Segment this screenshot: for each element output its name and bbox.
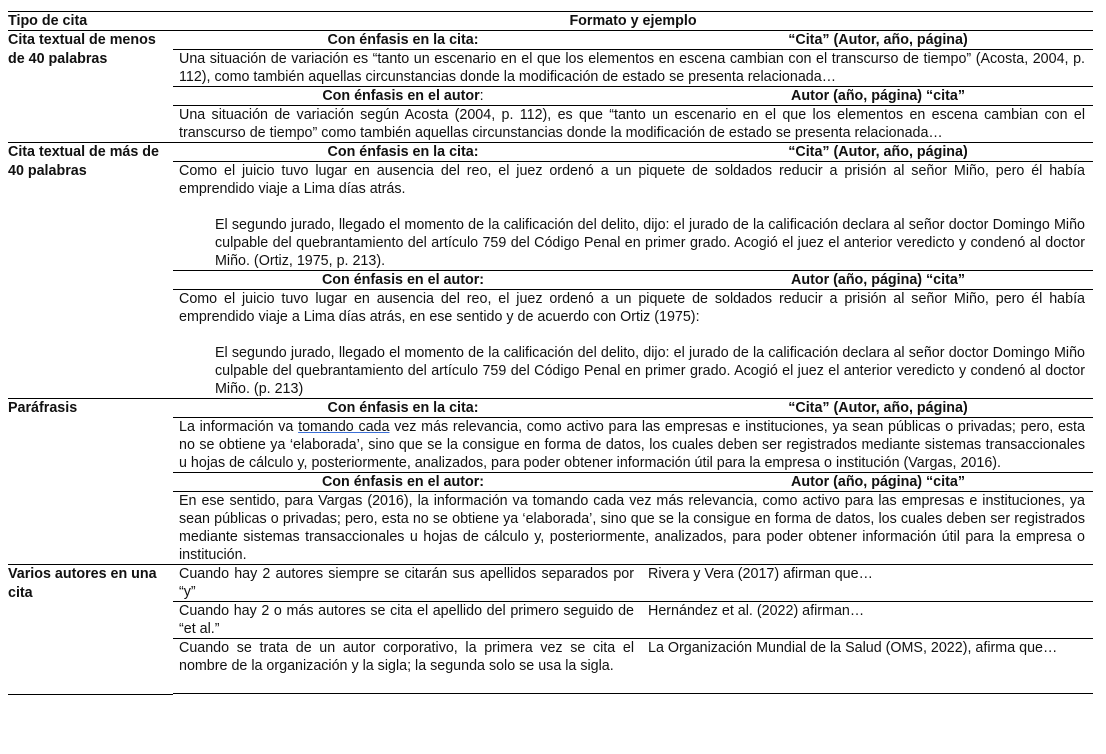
subheading-enfasis-autor	[173, 271, 1093, 290]
author-rule-example: Hernández et al. (2022) afirman…	[648, 603, 865, 619]
example-intro: Como el juicio tuvo lugar en ausencia del reo, el juez ordenó a un piquete de soldados reducir a prisión al señor Miño, pero él había emprendido viaje a Lima días atrás.	[179, 163, 1085, 197]
format-label: “Cita” (Autor, año, página)	[788, 400, 968, 416]
row-type-label: Cita textual de más de 40 palabras	[8, 143, 173, 399]
example-intro: Como el juicio tuvo lugar en ausencia del reo, el juez ordenó a un piquete de soldados reducir a prisión al señor Miño, pero él había emprendido viaje a Lima días atrás, en ese sentido y de acuerdo con Ortiz (1975):	[179, 291, 1085, 325]
example-text: En ese sentido, para Vargas (2016), la información va tomando cada vez más relevancia, como activo para las empresas e instituciones, ya sean públicas o privadas; pero, esta no se obtiene ya ‘elaborada’, sino que se la consigue en forma de datos, los cuales deben ser registrados mediante sistemas transaccionales u hojas de cálculo y, posteriormente, analizados, para poder obtener información útil para la empresa o institución.	[179, 493, 1085, 563]
author-rule-item	[173, 565, 1093, 602]
table-row	[8, 143, 1093, 399]
text-segment: La información va	[179, 419, 299, 435]
format-label: Autor (año, página) “cita”	[791, 272, 965, 288]
row-content	[173, 565, 1093, 695]
subheading-label	[173, 87, 633, 105]
example-text: Una situación de variación según Acosta (2004, p. 112), es que “tanto un escenario en el que los elementos en escena cambian con el transcurso de tiempo” como también aquellas circunstancias donde la modificación de estado se presenta relacionada…	[179, 107, 1085, 141]
subheading-enfasis-cita	[173, 31, 1093, 50]
citation-types-table	[8, 11, 1093, 695]
example-text	[173, 418, 1093, 473]
example-block	[173, 290, 1093, 398]
header-formato-y-ejemplo: Formato y ejemplo	[173, 12, 1093, 31]
author-rule-item	[173, 639, 1093, 694]
format-label: “Cita” (Autor, año, página)	[788, 144, 968, 160]
example-block	[173, 162, 1093, 271]
author-rule-item	[173, 602, 1093, 639]
format-label: “Cita” (Autor, año, página)	[788, 32, 968, 48]
format-label: Autor (año, página) “cita”	[791, 88, 965, 104]
table-row	[8, 399, 1093, 565]
subheading-label: Con énfasis en la cita:	[327, 32, 479, 48]
subheading-enfasis-cita	[173, 399, 1093, 418]
example-text: Una situación de variación es “tanto un escenario en el que los elementos en escena cambian con el transcurso de tiempo” (Acosta, 2004, p. 112), como también aquellas circunstancias donde la modificación de estado se presenta relacionada…	[173, 50, 1093, 87]
row-content	[173, 399, 1093, 565]
row-type-label: Varios autores en una cita	[8, 565, 173, 695]
author-rule-text: Cuando hay 2 autores siempre se citarán sus apellidos separados por “y”	[179, 566, 634, 600]
row-type-label: Cita textual de menos de 40 palabras	[8, 31, 173, 143]
table-row	[8, 31, 1093, 143]
text-segment: vez más relevancia, como activo para las empresas e instituciones, ya sean públicas o privadas; pero, esta no se obtiene ya ‘elaborada’, sino que se la consigue en forma de datos, los cuales deben ser registrados mediante sistemas transaccionales u hojas de cálculo y, posteriormente, analizados, para poder obtener información útil para la empresa o institución (Vargas, 2016).	[179, 419, 1085, 471]
table-row	[8, 565, 1093, 695]
spellcheck-underlined-text: tomando cada	[298, 419, 390, 435]
row-content	[173, 31, 1093, 143]
author-rule-example: La Organización Mundial de la Salud (OMS, 2022), afirma que…	[648, 640, 1058, 656]
subheading-enfasis-autor	[173, 87, 1093, 106]
subheading-label-text: Con énfasis en el autor	[322, 88, 480, 104]
subheading-colon: :	[479, 88, 484, 104]
subheading-label: Con énfasis en el autor:	[321, 474, 485, 490]
block-quote: El segundo jurado, llegado el momento de la calificación del delito, dijo: el jurado de la calificación declara al señor doctor Domingo Miño culpable del quebrantamiento del artículo 759 del Código Penal en primer grado. Acogió el juez el anterior veredicto y condenó al doctor Miño. (Ortiz, 1975, p. 213).	[215, 217, 1085, 269]
subheading-label: Con énfasis en la cita:	[327, 144, 479, 160]
row-type-label: Paráfrasis	[8, 399, 173, 565]
author-rule-example: Rivera y Vera (2017) afirman que…	[648, 566, 873, 582]
row-content	[173, 143, 1093, 399]
subheading-label: Con énfasis en el autor:	[321, 272, 485, 288]
block-quote: El segundo jurado, llegado el momento de la calificación del delito, dijo: el jurado de la calificación declara al señor doctor Domingo Miño culpable del quebrantamiento del artículo 759 del Código Penal en primer grado. Acogió el juez el anterior veredicto y condenó al doctor Miño. (p. 213)	[215, 345, 1085, 397]
header-tipo-de-cita: Tipo de cita	[8, 12, 173, 31]
format-label: Autor (año, página) “cita”	[791, 474, 965, 490]
subheading-label: Con énfasis en la cita:	[327, 400, 479, 416]
author-rule-text: Cuando hay 2 o más autores se cita el apellido del primero seguido de “et al.”	[179, 603, 634, 637]
subheading-enfasis-cita	[173, 143, 1093, 162]
author-rule-text: Cuando se trata de un autor corporativo, la primera vez se cita el nombre de la organización y la sigla; la segunda solo se usa la sigla.	[179, 640, 634, 674]
table-header-row	[8, 12, 1093, 31]
subheading-enfasis-autor	[173, 473, 1093, 492]
